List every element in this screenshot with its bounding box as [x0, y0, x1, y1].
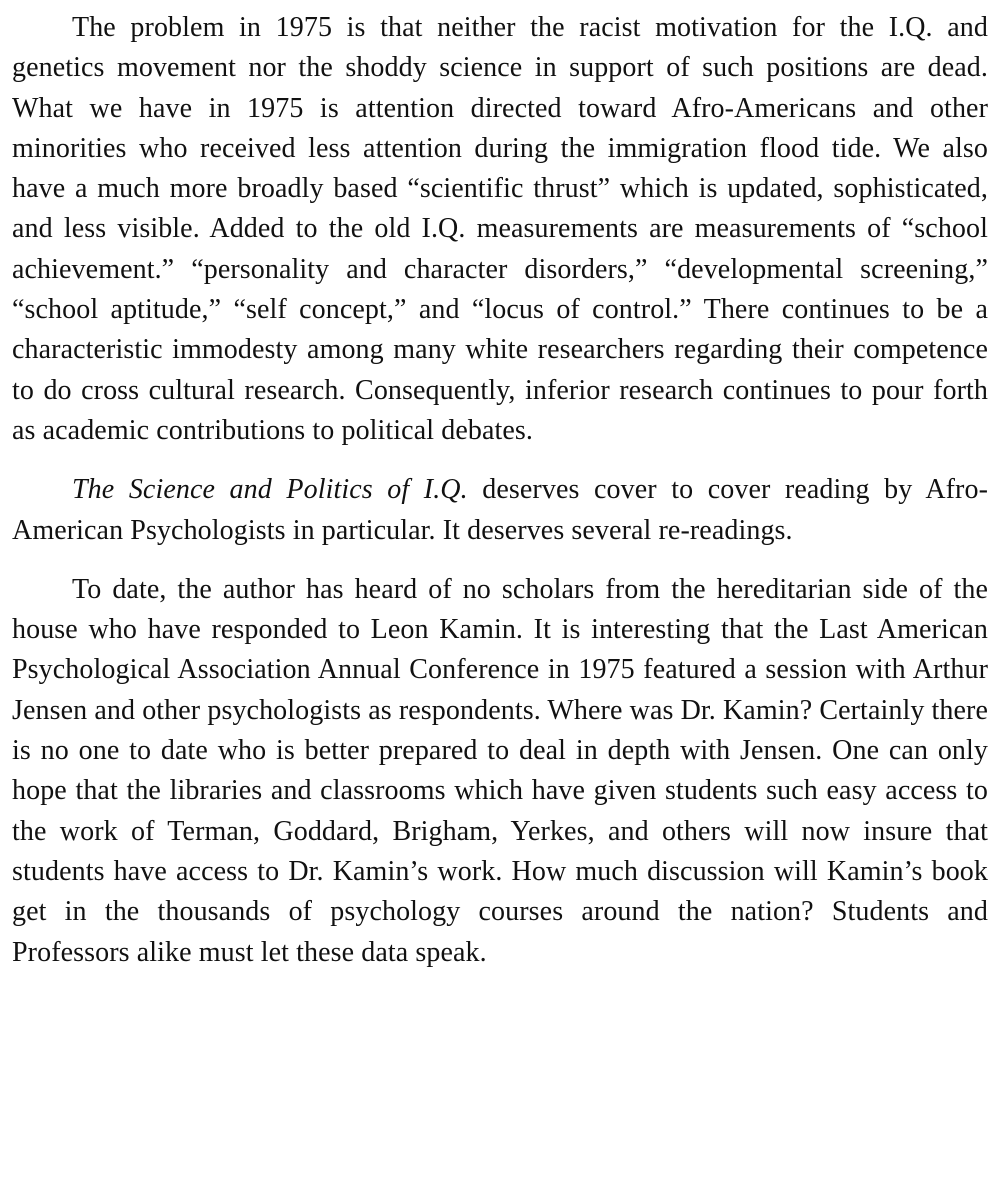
- book-title: The Science and Politics of I.Q.: [72, 474, 468, 506]
- paragraph-3-text: To date, the author has heard of no scholars from the hereditarian side of the house who have responded to Leon Kamin. It is interesting that the Last American Psychological Association Annual Conference in 1975 featured a session with Arthur Jensen and other psychologists as respondents. Where was Dr. Kamin? Certainly there is no one to date who is better prepared to deal in depth with Jensen. One can only hope that the libraries and classrooms which have given students such easy access to the work of Terman, Goddard, Brigham, Yerkes, and others will now insure that students have access to Dr. Kamin’s work. How much discussion will Kamin’s book get in the thousands of psychology courses around the nation? Students and Professors alike must let these data speak.: [12, 573, 988, 968]
- paragraph-2: [12, 470, 988, 551]
- document-page: [12, 8, 988, 973]
- paragraph-1-text: The problem in 1975 is that neither the racist motivation for the I.Q. and genetics movement nor the shoddy science in support of such positions are dead. What we have in 1975 is attention directed toward Afro-Americans and other minorities who received less attention during the immigration flood tide. We also have a much more broadly based “scientific thrust” which is updated, sophisticated, and less visible. Added to the old I.Q. measurements are measurements of “school achievement.” “personality and character disorders,” “developmental screening,” “school aptitude,” “self concept,” and “locus of control.” There continues to be a characteristic immodesty among many white researchers regarding their competence to do cross cultural research. Consequently, inferior research continues to pour forth as academic contributions to political debates.: [12, 12, 988, 446]
- paragraph-2-text: deserves cover to cover reading by Afro-American Psychologists in particular. It deserves several re-readings.: [12, 474, 989, 546]
- paragraph-3: [12, 570, 988, 973]
- paragraph-1: [12, 8, 988, 451]
